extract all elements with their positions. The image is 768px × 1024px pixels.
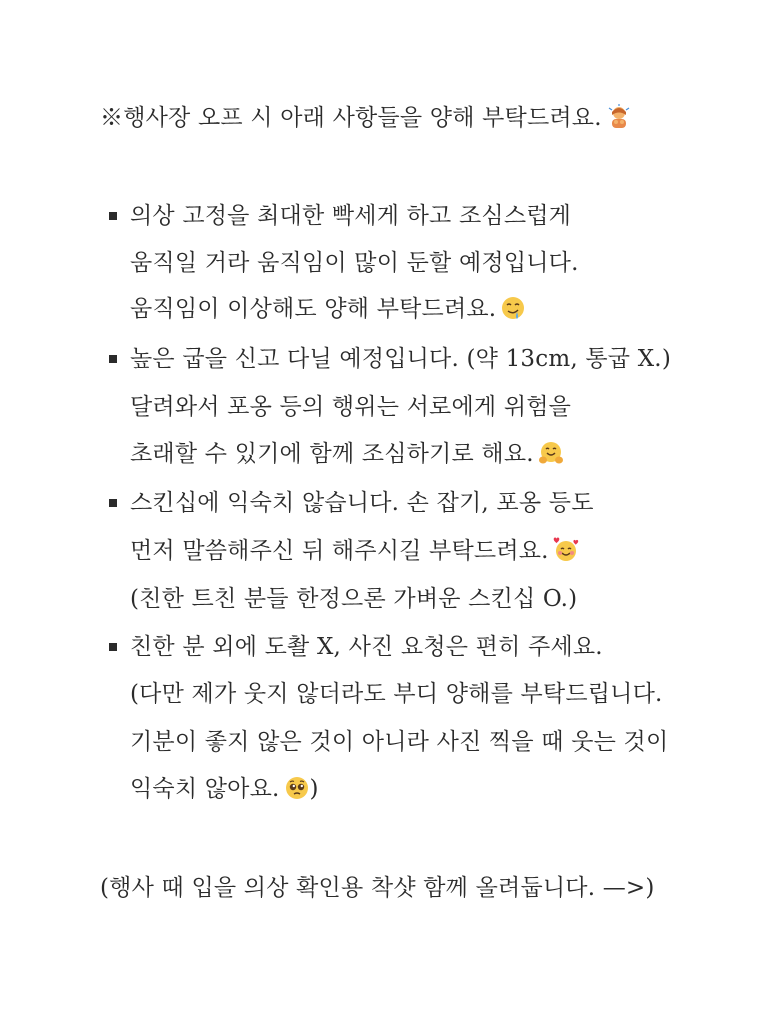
bullet-4-line-3: 기분이 좋지 않은 것이 아니라 사진 찍을 때 웃는 것이 — [130, 729, 669, 755]
bullet-1-line-3 — [130, 294, 526, 324]
bullet-marker — [109, 643, 117, 651]
bullet-marker — [109, 499, 117, 507]
bullet-4-line-4-text: 익숙치 않아요. — [130, 776, 280, 802]
intro-text: ※행사장 오프 시 아래 사항들을 양해 부탁드려요. — [100, 105, 602, 131]
drooling-face-icon — [500, 295, 526, 321]
intro-line — [100, 103, 632, 133]
bullet-4-closing: ) — [309, 776, 319, 802]
bullet-4-line-4 — [130, 774, 319, 804]
person-bowing-icon — [606, 104, 632, 130]
bullet-3-line-2-text: 먼저 말씀해주신 뒤 해주시길 부탁드려요. — [130, 538, 549, 564]
footer-line: (행사 때 입을 의상 확인용 착샷 함께 올려둡니다. —>) — [100, 875, 655, 901]
bullet-3-line-1: 스킨십에 익숙치 않습니다. 손 잡기, 포옹 등도 — [130, 490, 594, 516]
bullet-4-line-1: 친한 분 외에 도촬 X, 사진 요청은 편히 주세요. — [130, 634, 603, 660]
bullet-marker — [109, 212, 117, 220]
bullet-2-line-1: 높은 굽을 신고 다닐 예정입니다. (약 13cm, 통굽 X.) — [130, 346, 671, 372]
smiling-face-with-hearts-icon — [553, 537, 579, 563]
bullet-marker — [109, 355, 117, 363]
bullet-3-line-3: (친한 트친 분들 한정으론 가벼운 스킨십 O.) — [130, 586, 578, 612]
bullet-1-line-3-text: 움직임이 이상해도 양해 부탁드려요. — [130, 296, 497, 322]
bullet-2-line-3-text: 초래할 수 있기에 함께 조심하기로 해요. — [130, 441, 534, 467]
bullet-1-line-1: 의상 고정을 최대한 빡세게 하고 조심스럽게 — [130, 203, 572, 229]
bullet-2-line-3 — [130, 439, 564, 469]
bullet-2-line-2: 달려와서 포옹 등의 행위는 서로에게 위험을 — [130, 394, 572, 420]
bullet-3-line-2 — [130, 536, 579, 566]
bullet-1-line-2: 움직일 거라 움직임이 많이 둔할 예정입니다. — [130, 250, 579, 276]
bullet-4-line-2: (다만 제가 웃지 않더라도 부디 양해를 부탁드립니다. — [130, 681, 663, 707]
pleading-face-icon — [284, 775, 310, 801]
hugging-face-icon — [538, 440, 564, 466]
